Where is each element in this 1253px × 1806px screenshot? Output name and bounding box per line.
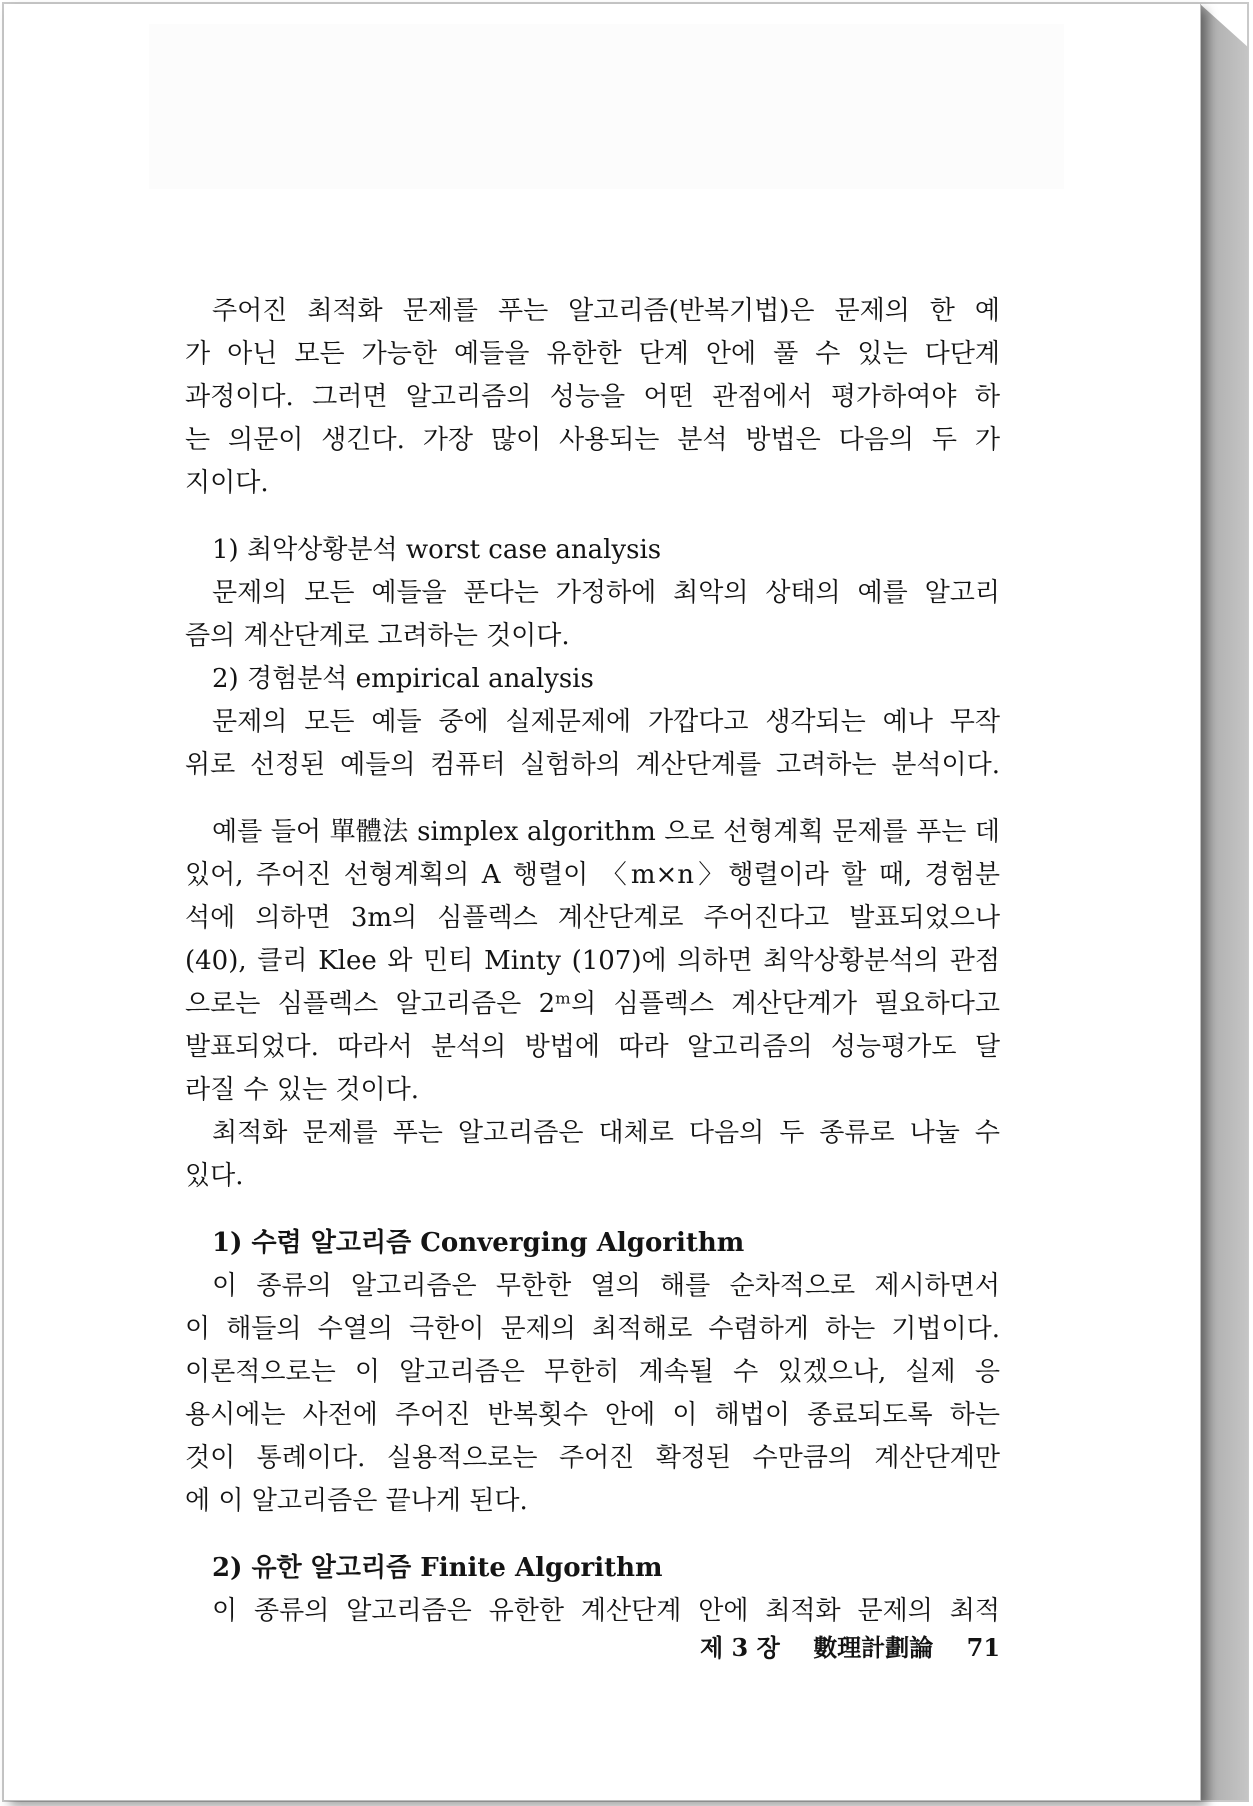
text-line: 것이 통례이다. 실용적으로는 주어진 확정된 수만큼의 계산단계만 <box>185 1443 1000 1473</box>
empirical-body <box>185 701 1000 787</box>
page-number: 71 <box>966 1633 1001 1662</box>
text-line: 지이다. <box>185 468 269 498</box>
text-line: 있어, 주어진 선형계획의 A 행렬이 〈m×n〉행렬이라 할 때, 경험분 <box>185 860 1000 890</box>
text-line: 석에 의하면 3m의 심플렉스 계산단계로 주어진다고 발표되었으나 <box>185 903 1000 933</box>
text-line: (40), 클리 Klee 와 민티 Minty (107)에 의하면 최악상황분석의 관점 <box>185 946 1000 976</box>
text-line: 이론적으로는 이 알고리즘은 무한히 계속될 수 있겠으나, 실제 응 <box>185 1357 1000 1387</box>
text-line: 이 종류의 알고리즘은 무한한 열의 해를 순차적으로 제시하면서 <box>212 1271 1000 1301</box>
text-line: 주어진 최적화 문제를 푸는 알고리즘(반복기법)은 문제의 한 예 <box>212 296 1000 326</box>
running-footer <box>700 1628 1000 1663</box>
page-content <box>185 290 1000 1633</box>
text-line: 용시에는 사전에 주어진 반복횟수 안에 이 해법이 종료되도록 하는 <box>185 1400 1000 1430</box>
text-line: 과정이다. 그러면 알고리즘의 성능을 어떤 관점에서 평가하여야 하 <box>185 382 1000 412</box>
text-line: 는 의문이 생긴다. 가장 많이 사용되는 분석 방법은 다음의 두 가 <box>185 425 1000 455</box>
converging-body <box>185 1265 1000 1523</box>
text-line: 있다. <box>185 1161 244 1191</box>
text-line: 발표되었다. 따라서 분석의 방법에 따라 알고리즘의 성능평가도 달 <box>185 1032 1000 1062</box>
paragraph-simplex <box>185 811 1000 1112</box>
faint-area <box>149 24 1064 189</box>
text-line: 문제의 모든 예들을 푼다는 가정하에 최악의 상태의 예를 알고리 <box>212 578 1000 608</box>
text-line: 즘의 계산단계로 고려하는 것이다. <box>185 621 570 651</box>
text-line: 이 해들의 수열의 극한이 문제의 최적해로 수렴하게 하는 기법이다. <box>185 1314 1000 1344</box>
worst-case-heading: 1) 최악상황분석 worst case analysis <box>212 535 662 565</box>
text-line: 에 이 알고리즘은 끝나게 된다. <box>185 1486 528 1516</box>
converging-heading: 1) 수렴 알고리즘 Converging Algorithm <box>212 1228 745 1258</box>
text-line: 이 종류의 알고리즘은 유한한 계산단계 안에 최적화 문제의 최적 <box>212 1596 1000 1626</box>
worst-case-body <box>185 572 1000 658</box>
text-line: 라질 수 있는 것이다. <box>185 1075 419 1105</box>
paragraph-intro <box>185 290 1000 505</box>
text-line: 위로 선정된 예들의 컴퓨터 실험하의 계산단계를 고려하는 분석이다. <box>185 750 1000 780</box>
finite-heading: 2) 유한 알고리즘 Finite Algorithm <box>212 1553 663 1583</box>
footer-chapter: 제 3 장 <box>700 1633 780 1662</box>
empirical-heading: 2) 경험분석 empirical analysis <box>212 664 594 694</box>
footer-title: 數理計劃論 <box>813 1633 934 1662</box>
paragraph-types <box>185 1112 1000 1198</box>
page-edge <box>1200 4 1248 1800</box>
text-line: 으로는 심플렉스 알고리즘은 2ᵐ의 심플렉스 계산단계가 필요하다고 <box>185 989 1000 1019</box>
text-line: 예를 들어 單體法 simplex algorithm 으로 선형계획 문제를 푸는 데 <box>212 817 1000 847</box>
text-line: 최적화 문제를 푸는 알고리즘은 대체로 다음의 두 종류로 나눌 수 <box>212 1118 1000 1148</box>
text-line: 가 아닌 모든 가능한 예들을 유한한 단계 안에 풀 수 있는 다단계 <box>185 339 1000 369</box>
finite-body <box>185 1590 1000 1633</box>
text-line: 문제의 모든 예들 중에 실제문제에 가깝다고 생각되는 예나 무작 <box>212 707 1000 737</box>
